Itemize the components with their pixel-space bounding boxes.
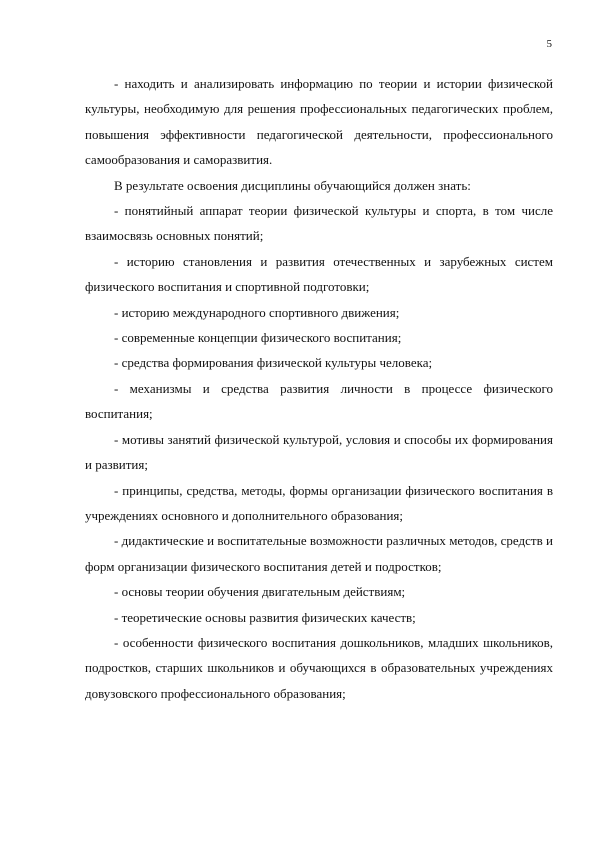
list-item-motor-learning: - основы теории обучения двигательным действиям; <box>114 584 406 600</box>
list-item-personality-development: - механизмы и средства развития личности в процессе физического воспитания; <box>85 380 553 422</box>
list-item-conceptual-apparatus: - понятийный аппарат теории физической культуры и спорта, в том числе взаимосвязь основных понятий; <box>85 203 553 244</box>
paragraph-skill-information: - находить и анализировать информацию по теории и истории физической культуры, необходимую для решения профессиональных педагогических проблем, повышения эффективности педагогической деятельности, профессионального самообразования и саморазвития. <box>85 76 553 168</box>
document-body <box>85 71 553 706</box>
list-item-history-systems: - историю становления и развития отечественных и зарубежных систем физического воспитания и спортивной подготовки; <box>85 253 553 295</box>
list-item-didactic-possibilities: - дидактические и воспитательные возможности различных методов, средств и форм организации физического воспитания детей и подростков; <box>85 533 553 574</box>
list-item-principles: - принципы, средства, методы, формы организации физического воспитания в учреждениях основного и дополнительного образования; <box>85 482 553 523</box>
list-item-motives: - мотивы занятий физической культурой, условия и способы их формирования и развития; <box>85 431 553 473</box>
paragraph-knowledge-intro: В результате освоения дисциплины обучающийся должен знать: <box>114 177 471 193</box>
list-item-physical-qualities: - теоретические основы развития физических качеств; <box>114 609 416 625</box>
list-item-modern-concepts: - современные концепции физического воспитания; <box>114 330 402 346</box>
list-item-international-sport: - историю международного спортивного движения; <box>114 304 400 320</box>
list-item-means-formation: - средства формирования физической культуры человека; <box>114 355 433 371</box>
list-item-age-features: - особенности физического воспитания дошкольников, младших школьников, подростков, старших школьников и обучающихся в образовательных учреждениях довузовского профессионального образования; <box>85 634 553 701</box>
page-number: 5 <box>546 38 552 50</box>
